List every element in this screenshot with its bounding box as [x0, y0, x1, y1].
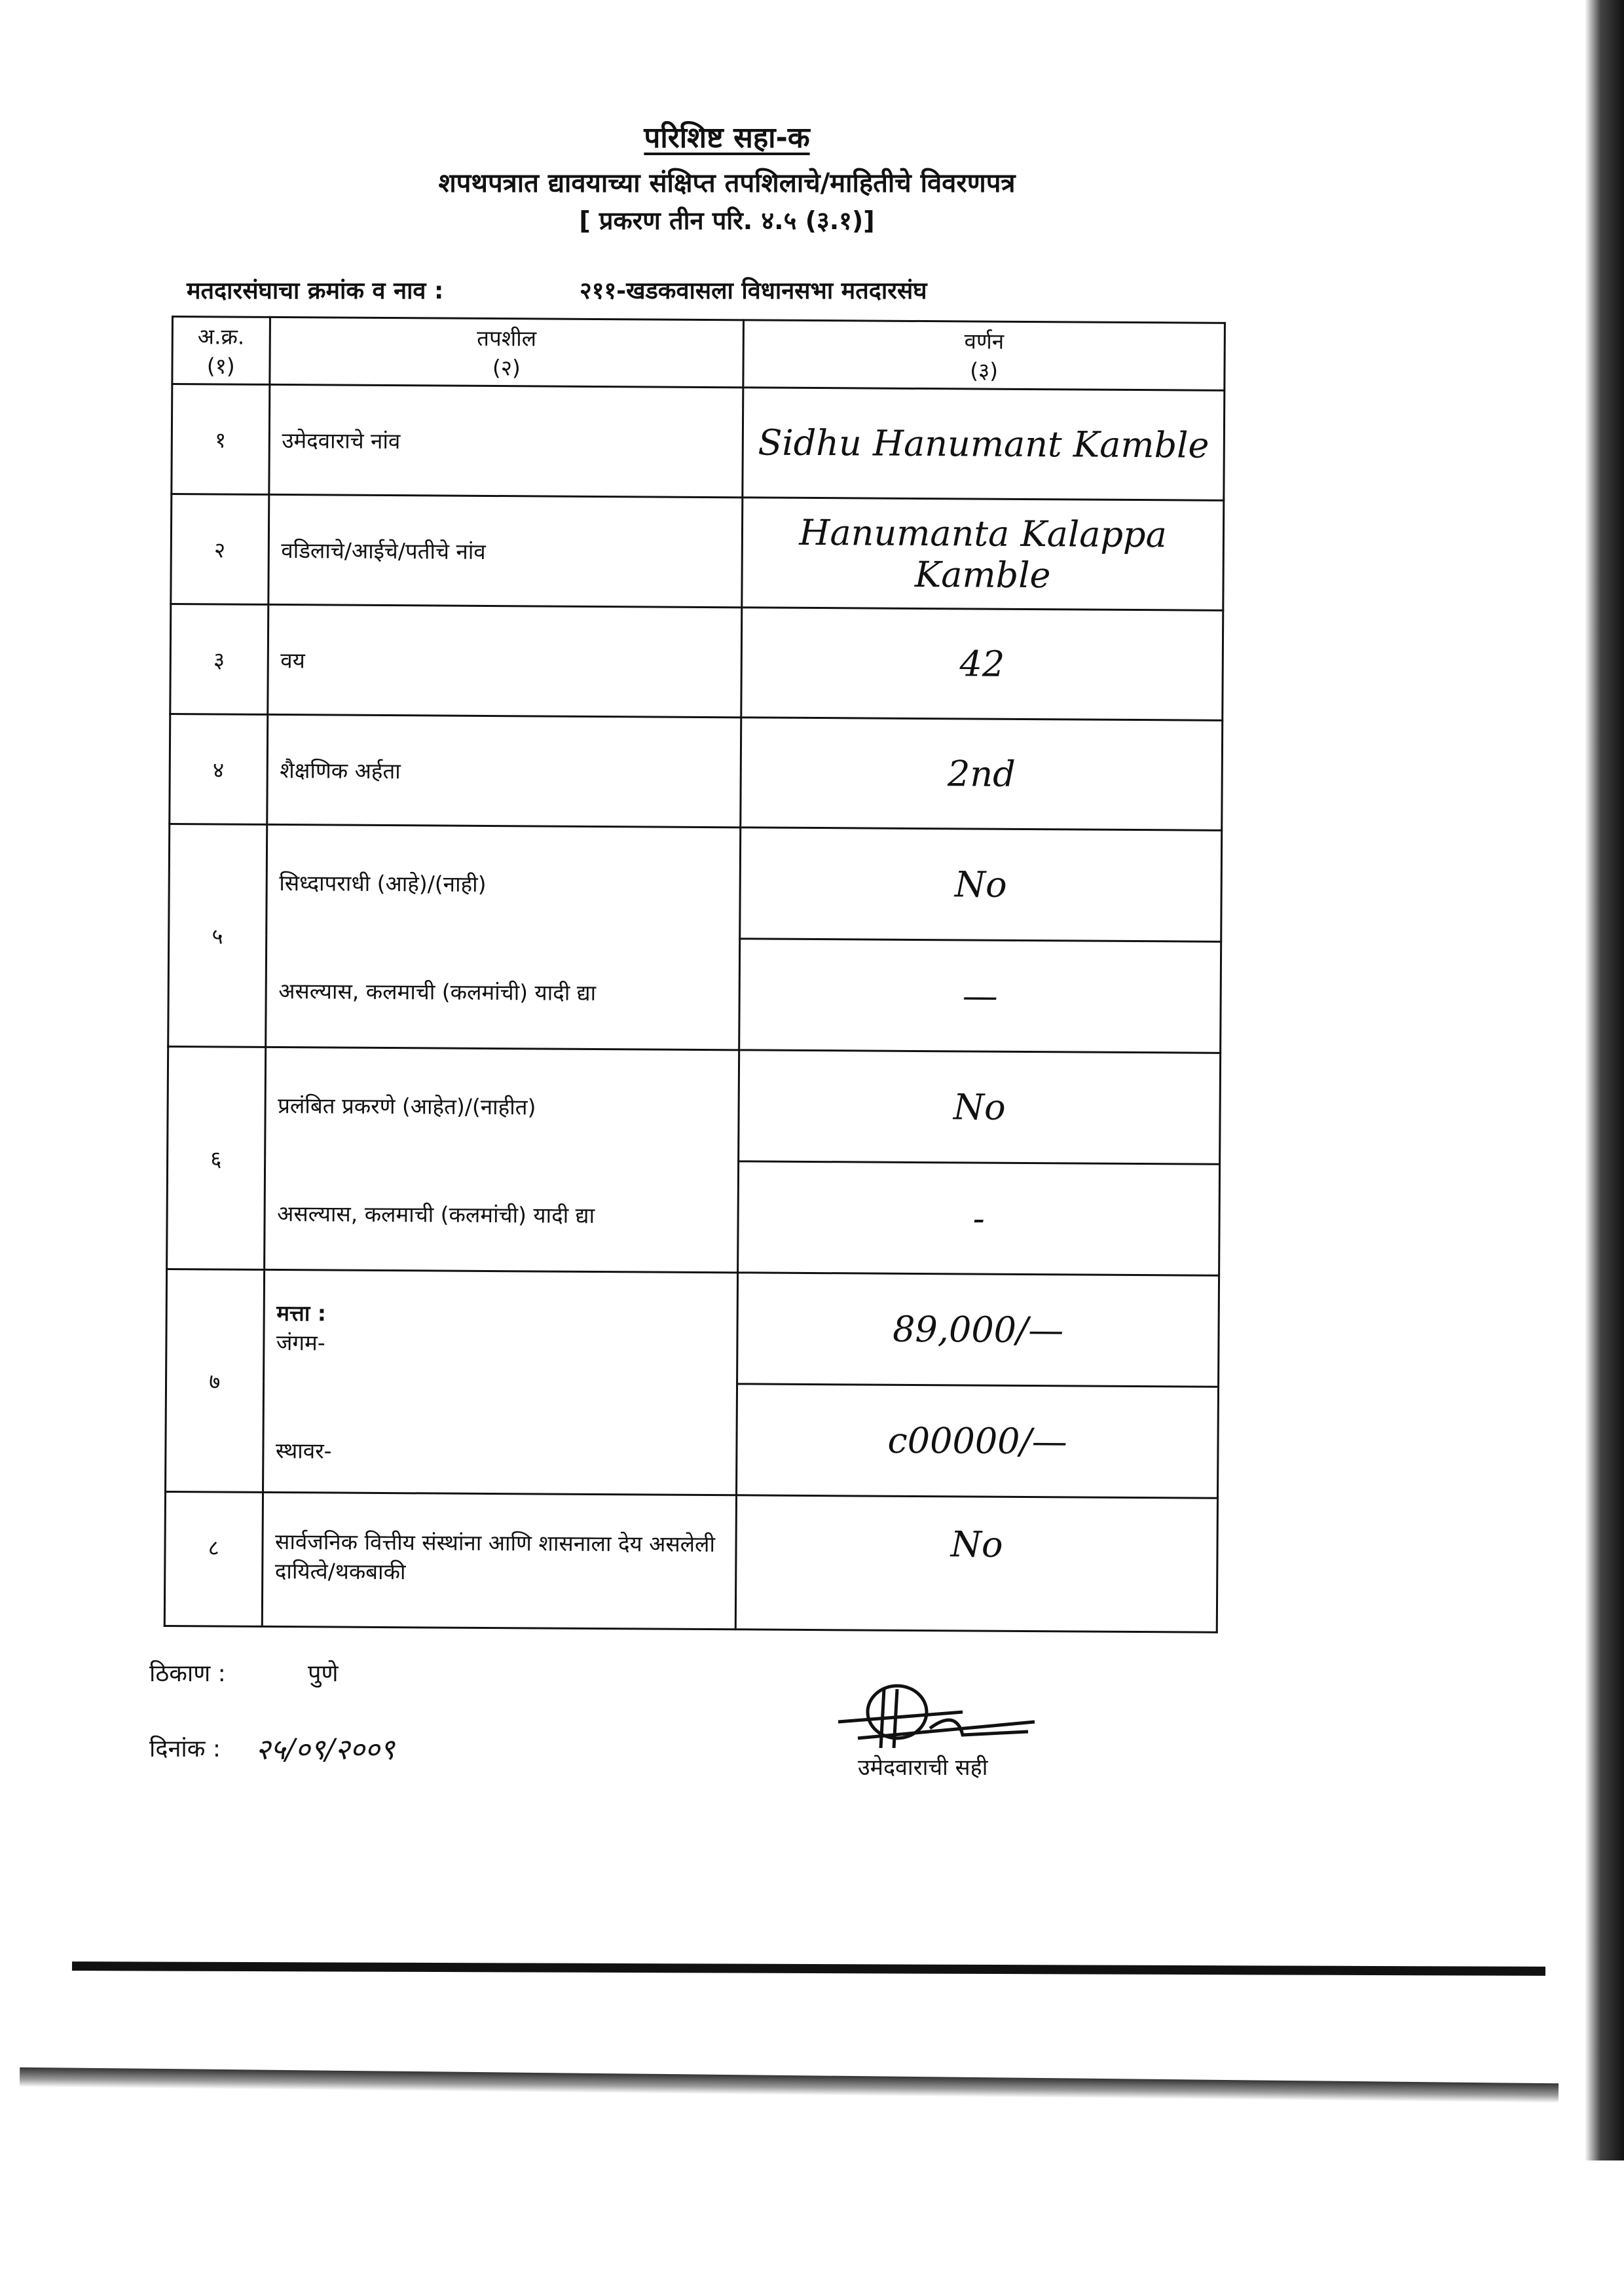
row-value: 2nd: [741, 718, 1223, 830]
header-number: (१): [206, 353, 235, 379]
row-detail: वय: [267, 604, 742, 717]
row-detail-b: असल्यास, कलमाची (कलमांची) यादी द्या: [277, 1200, 595, 1228]
header-number: (२): [492, 354, 521, 381]
document-title: परिशिष्ट सहा-क: [644, 121, 810, 155]
table-row: [164, 1491, 1217, 1632]
row-detail-b: असल्यास, कलमाची (कलमांची) यादी द्या: [278, 977, 597, 1006]
document-subtitle: शपथपत्रात द्यावयाच्या संक्षिप्त तपशिलाचे/माहितीचे विवरणपत्र: [438, 168, 1016, 198]
row-detail-b: स्थावर-: [275, 1438, 332, 1464]
row-value-a: 89,000/—: [737, 1273, 1219, 1387]
row-detail: शैक्षणिक अर्हता: [267, 714, 741, 827]
row-value: Hanumanta Kalappa Kamble: [742, 498, 1224, 610]
row-detail: [265, 824, 741, 1049]
row-value-a: No: [740, 828, 1222, 941]
constituency-value: २११-खडकवासला विधानसभा मतदारसंघ: [580, 278, 927, 304]
place-value: पुणे: [308, 1660, 339, 1687]
row-detail: उमेदवाराचे नांव: [268, 384, 743, 497]
row-number: १: [172, 384, 270, 495]
table-header-row: [172, 317, 1225, 391]
signature-image: [832, 1676, 1041, 1755]
table-row: [171, 494, 1224, 611]
row-detail: वडिलाचे/आईचे/पतीचे नांव: [268, 494, 743, 607]
table-row: [168, 1046, 1221, 1164]
row-number: ७: [166, 1269, 265, 1492]
header-label: वर्णन: [964, 328, 1005, 354]
header-description: [743, 320, 1225, 390]
header-detail: [269, 317, 743, 387]
row-detail: [263, 1269, 738, 1495]
table-row: [169, 824, 1222, 941]
header-serial: [172, 317, 270, 385]
row-detail: [264, 1047, 739, 1272]
row-value-a: No: [739, 1050, 1221, 1164]
header-label: तपशील: [477, 325, 537, 352]
row-heading: मत्ता :: [276, 1300, 327, 1326]
date-value: २५/०९/२००९: [255, 1733, 395, 1766]
header-label: अ.क्र.: [197, 323, 245, 350]
row-value: 42: [741, 608, 1223, 720]
scan-edge-line: [72, 1961, 1545, 1976]
row-number: ३: [170, 604, 268, 715]
table-row: [170, 714, 1223, 830]
row-number: २: [171, 494, 269, 605]
scan-edge-smear: [20, 2068, 1559, 2104]
date-label: दिनांक :: [149, 1736, 221, 1762]
constituency-label: मतदारसंघाचा क्रमांक व नाव :: [187, 278, 444, 304]
row-number: ४: [170, 714, 268, 824]
row-number: ६: [167, 1046, 266, 1269]
row-number: ८: [164, 1491, 263, 1626]
row-detail-a: जंगम-: [276, 1330, 325, 1356]
row-detail-a: प्रलंबित प्रकरणे (आहेत)/(नाहीत): [278, 1092, 536, 1120]
table-row: [172, 384, 1225, 501]
row-number: ५: [168, 824, 267, 1047]
row-value: Sidhu Hanumant Kamble: [743, 388, 1225, 500]
row-value-b: —: [739, 939, 1221, 1053]
document-reference: [ प्रकरण तीन परि. ४.५ (३.१)]: [579, 206, 875, 235]
row-value-b: c00000/—: [737, 1384, 1219, 1498]
row-value: No: [735, 1495, 1217, 1632]
scan-page-edge: [1585, 0, 1624, 2160]
row-detail-a: सिध्दापराधी (आहे)/(नाही): [279, 869, 487, 897]
table-row: [170, 604, 1223, 721]
row-detail: सार्वजनिक वित्तीय संस्थांना आणि शासनाला देय असलेली दायित्वे/थकबाकी: [262, 1492, 737, 1629]
signature-label: उमेदवाराची सही: [858, 1755, 988, 1781]
place-label: ठिकाण :: [149, 1660, 226, 1687]
table-row: [166, 1269, 1219, 1387]
header-number: (३): [970, 357, 999, 384]
details-table: [164, 316, 1226, 1633]
row-value-b: -: [738, 1161, 1220, 1275]
